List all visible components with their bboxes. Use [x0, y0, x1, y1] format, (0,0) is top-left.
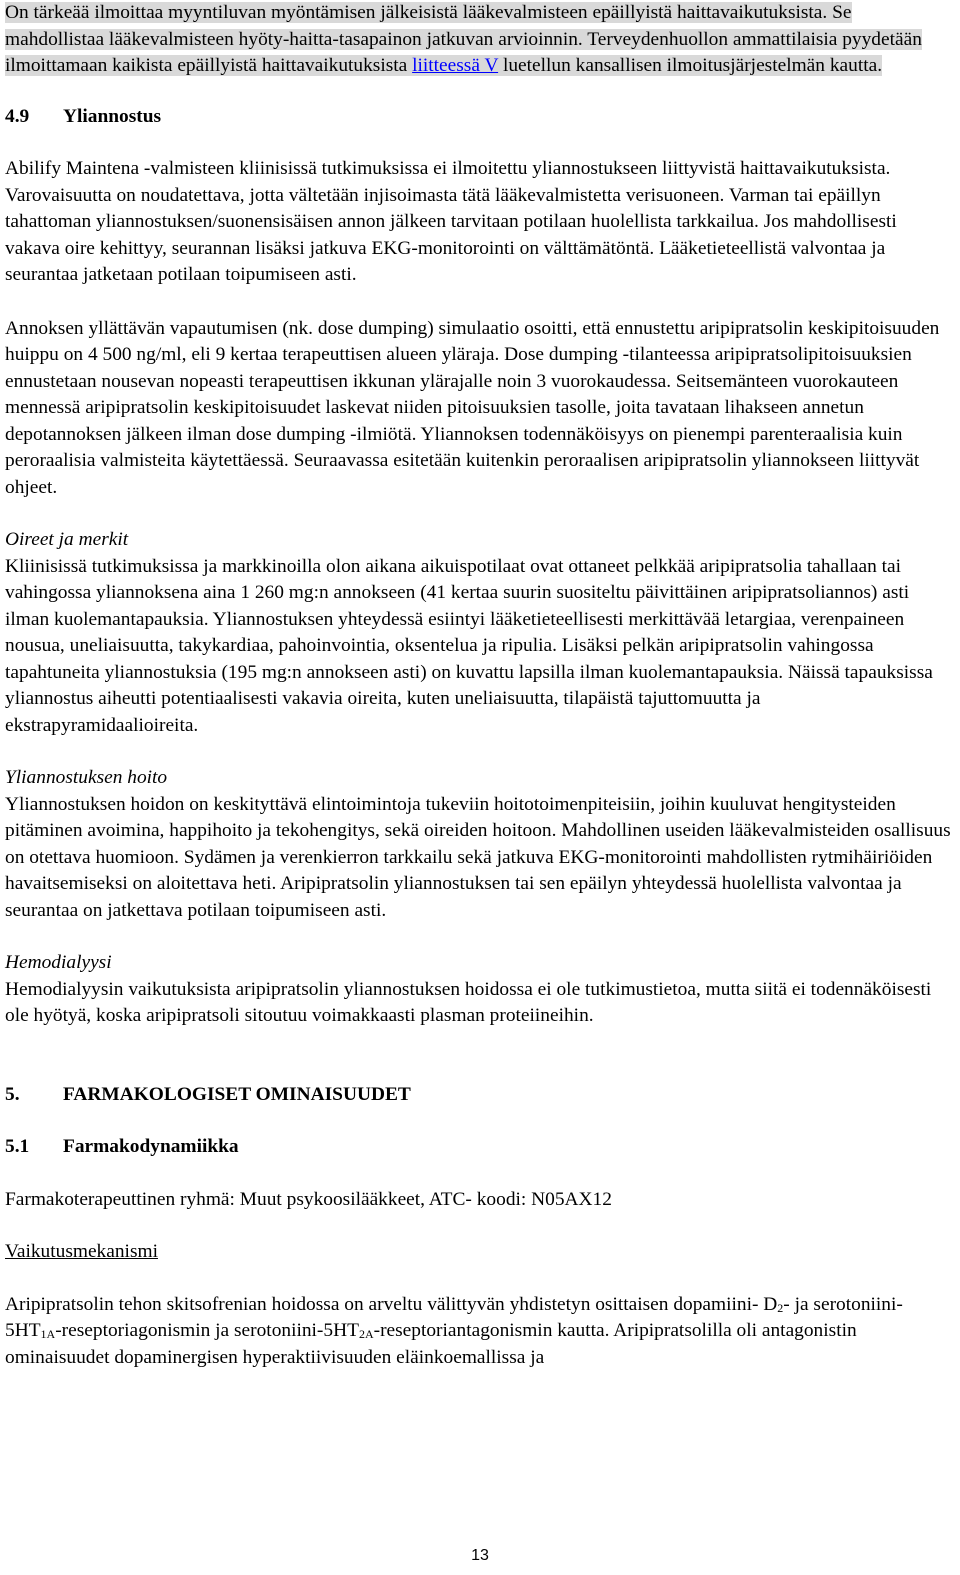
section-5-1-heading [5, 1134, 955, 1161]
page-number: 13 [471, 1547, 489, 1564]
symptoms-subheading: Oireet ja merkit [5, 529, 129, 550]
mechanism-text-b: - ja serotoniini-5HT [5, 1293, 903, 1341]
intro-paragraph [5, 0, 955, 80]
pharmacotherapeutic-group: Farmakoterapeuttinen ryhmä: Muut psykoosilääkkeet, ATC- koodi: N05AX12 [5, 1188, 612, 1210]
mechanism-sub-d2: 2 [777, 1300, 784, 1315]
intro-highlight [5, 2, 922, 76]
treatment-subheading: Yliannostuksen hoito [5, 767, 168, 788]
section-4-9-title: Yliannostus [63, 105, 162, 127]
section-5-1-number: 5.1 [5, 1136, 30, 1157]
annex-v-link[interactable]: liitteessä V [412, 55, 499, 76]
mechanism-text-c: -reseptoriagonismin ja serotoniini-5HT [55, 1320, 359, 1341]
treatment-paragraph: Yliannostuksen hoidon on keskityttävä elintoimintoja tukeviin hoitotoimenpiteisiin, joihin kuuluvat hengitysteiden pitäminen avoimina, happihoito ja tekohengitys, sekä oireiden hoitoon. Mahdollinen useiden lääkevalmisteiden osallisuus on otettava huomioon. Sydämen ja verenkierron tarkkailu sekä jatkuva EKG-monitorointi mahdollisten rytmihäiriöiden havaitsemiseksi on aloitettava heti. Aripipratsolin yliannostuksen tai sen epäilyn yhteydessä huolellista valvontaa ja seurantaa on jatkettava potilaan toipumiseen asti. [5, 793, 951, 921]
section-5-heading [5, 1082, 955, 1109]
overdose-paragraph-2: Annoksen yllättävän vapautumisen (nk. dose dumping) simulaatio osoitti, että ennustettu aripipratsolin keskipitoisuuden huippu on 4 500 ng/ml, eli 9 kertaa terapeuttisen alueen yläraja. Dose dumping -tilanteessa aripipratsolipitoisuuksien ennustetaan nousevan nopeasti terapeuttisen ikkunan ylärajalle noin 3 vuorokaudessa. Seitsemänteen vuorokauteen mennessä aripipratsolin keskipitoisuudet laskevat niiden pitoisuuksien tasolle, joita tavataan lihakseen annetun depotannoksen jälkeen ilman dose dumping -ilmiötä. Yliannoksen todennäköisyys on pienempi parenteraalisia kuin peroraalisia valmisteita käytettäessä. Seuraavassa esitetään kuitenkin peroraalisen aripipratsolin yliannokseen liittyvät ohjeet. [5, 317, 940, 498]
symptoms-paragraph: Kliinisissä tutkimuksissa ja markkinoilla olon aikana aikuispotilaat ovat ottaneet pelkkää aripipratsolia tahallaan tai vahingossa yliannoksena aina 1 260 mg:n annokseen (41 kertaa suurin suositeltu päivittäinen aripipratsoliannos) asti ilman kuolemantapauksia. Yliannostuksen yhteydessä esiintyi lääketieteellisesti merkittävää letargiaa, verenpaineen nousua, uneliaisuutta, takykardiaa, pahoinvointia, oksentelua ja ripulia. Lisäksi pelkän aripipratsolin vahingossa tapahtuneita yliannostuksia (195 mg:n annokseen asti) on kuvattu lapsilla ilman kuolemantapauksia. Näissä tapauksissa yliannostus aiheutti potentiaalisesti vakavia oireita, kuten uneliaisuutta, tilapäistä tajuttomuutta ja ekstrapyramidaalioireita. [5, 555, 933, 736]
section-5-title: FARMAKOLOGISET OMINAISUUDET [63, 1083, 411, 1105]
mechanism-paragraph [5, 1292, 955, 1372]
section-5-1-title: Farmakodynamiikka [63, 1136, 239, 1157]
mechanism-sub-1a: 1A [40, 1327, 56, 1341]
intro-text-a: On tärkeää ilmoittaa myyntiluvan myöntämisen jälkeisistä lääkevalmisteen epäillyistä haittavaikutuksista. Se mahdollistaa lääkevalmisteen hyöty-haitta-tasapainon jatkuvan arvioinnin. Terveydenhuollon ammattilaisia pyydetään ilmoittamaan kaikista epäillyistä haittavaikutuksista [5, 2, 922, 76]
mechanism-subheading: Vaikutusmekanismi [5, 1241, 158, 1262]
overdose-paragraph-1: Abilify Maintena -valmisteen kliinisissä tutkimuksissa ei ilmoitettu yliannostukseen liittyvistä haittavaikutuksista. Varovaisuutta on noudatettava, jotta vältetään injisoimasta tätä lääkevalmistetta verisuoneen. Varman tai epäillyn tahattoman yliannostuksen/suonensisäisen annon jälkeen tarvitaan potilaan huolellista tarkkailua. Jos mahdollisesti vakava oire kehittyy, seurannan lisäksi jatkuva EKG-monitorointi on välttämätöntä. Lääketieteellistä valvontaa ja seurantaa jatketaan potilaan toipumiseen asti. [5, 158, 897, 285]
mechanism-sub-2a: 2A [358, 1327, 374, 1341]
hemodialysis-paragraph: Hemodialyysin vaikutuksista aripipratsolin yliannostuksen hoidossa ei ole tutkimustietoa, mutta siitä ei todennäköisesti ole hyötyä, koska aripipratsoli sitoutuu voimakkaasti plasman proteiineihin. [5, 978, 932, 1026]
document-page [5, 0, 955, 1371]
intro-text-b: luetellun kansallisen ilmoitusjärjestelmän kautta. [498, 55, 883, 76]
section-5-number: 5. [5, 1083, 20, 1105]
mechanism-text-d: -reseptoriantagonismin kautta. Aripipratsolilla oli antagonistin ominaisuudet dopaminergisen hyperaktiivisuuden eläinkoemallissa ja [5, 1320, 857, 1368]
hemodialysis-subheading: Hemodialyysi [5, 952, 112, 973]
mechanism-text-a: Aripipratsolin tehon skitsofrenian hoidossa on arveltu välittyvän yhdistetyn osittaisen dopamiini- D [5, 1293, 778, 1315]
section-4-9-heading [5, 104, 955, 131]
section-4-9-number: 4.9 [5, 105, 30, 127]
